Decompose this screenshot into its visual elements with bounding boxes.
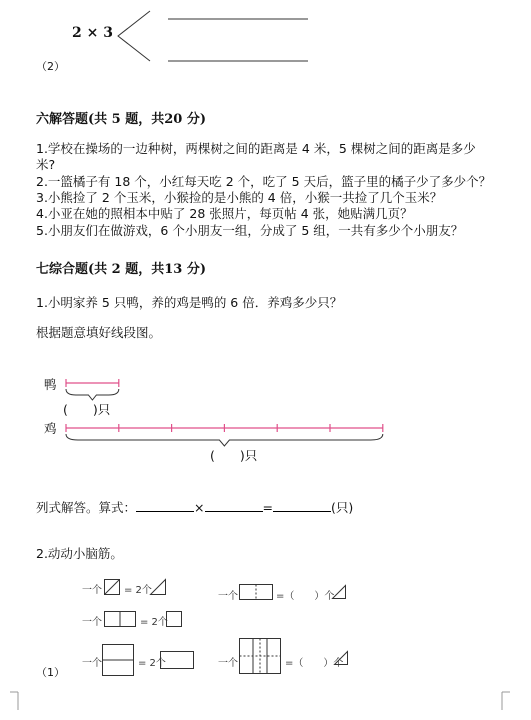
wide-rectangle-icon: [160, 651, 194, 669]
rectangle-split-icon: [104, 611, 136, 627]
formula-unit: (只): [330, 500, 354, 515]
duck-brace: [66, 389, 119, 400]
puzzle-left-2-eq: = 2个: [140, 617, 168, 628]
puzzle-left-1-eq: = 2个: [124, 585, 152, 596]
instruction: 根据题意填好线段图。: [36, 325, 162, 340]
small-square-icon: [166, 611, 182, 627]
rectangle-dashed-split-icon: [239, 584, 273, 600]
expression: 2 × 3: [72, 25, 113, 41]
section7-title: 七综合题(共 2 题，共13 分): [36, 262, 207, 277]
chicken-brace: [66, 434, 383, 446]
formula-blank-2[interactable]: [205, 499, 263, 512]
formula-equals: =: [262, 500, 273, 515]
formula-times: ×: [194, 500, 205, 515]
puzzle-right-1-eq: =（ ）个: [276, 591, 335, 602]
puzzle-right-2-prefix: 一个: [218, 658, 238, 669]
question-6-5: 5.小朋友们在做游戏，6 个小朋友一组，分成了 5 组，一共有多少个小朋友？: [36, 223, 464, 238]
triangle-icon: [150, 579, 166, 595]
part-label-1: （1）: [36, 666, 65, 679]
puzzle-left-3-prefix: 一个: [82, 658, 102, 669]
duck-label: 鸭: [44, 377, 57, 392]
puzzle-left-3-eq: = 2个: [138, 658, 166, 669]
formula-line: [36, 499, 353, 516]
question-6-2: 2.一篮橘子有 18 个，小红每天吃 2 个，吃了 5 天后，篮子里的橘子少了多少个？: [36, 174, 492, 189]
square-diagonal-icon: [104, 579, 120, 595]
puzzle-right-2-eq: =（ ）个: [285, 658, 344, 669]
branch-lines: [0, 0, 531, 80]
triangle-icon: [334, 651, 348, 665]
puzzle-left-1-prefix: 一个: [82, 585, 102, 596]
formula-prefix: 列式解答。算式：: [36, 500, 137, 515]
segment-diagram: [0, 370, 531, 470]
square-cross-icon: [239, 638, 281, 674]
triangle-icon: [332, 585, 346, 599]
section6-title: 六解答题(共 5 题，共20 分): [36, 112, 207, 127]
chicken-label: 鸡: [44, 421, 57, 436]
puzzle-left-2-prefix: 一个: [82, 617, 102, 628]
chicken-answer: ( )只: [210, 448, 258, 463]
question-6-3: 3.小熊捡了 2 个玉米，小猴捡的是小熊的 4 倍，小猴一共捡了几个玉米？: [36, 190, 443, 205]
question-7-2: 2.动动小脑筋。: [36, 546, 123, 561]
duck-answer: ( )只: [63, 402, 111, 417]
formula-blank-3[interactable]: [273, 499, 331, 512]
question-6-4: 4.小亚在她的照相本中贴了 28 张照片，每页帖 4 张，她贴满几页？: [36, 206, 413, 221]
question-6-1b: 米?: [36, 157, 56, 172]
part-label-2: （2）: [36, 60, 65, 73]
question-7-1: 1.小明家养 5 只鸭，养的鸡是鸭的 6 倍．养鸡多少只？: [36, 295, 343, 310]
formula-blank-1[interactable]: [136, 499, 194, 512]
puzzle-right-1-prefix: 一个: [218, 591, 238, 602]
question-6-1: 1.学校在操场的一边种树，两棵树之间的距离是 4 米，5 棵树之间的距离是多少: [36, 141, 476, 156]
square-halved-icon: [102, 644, 134, 676]
